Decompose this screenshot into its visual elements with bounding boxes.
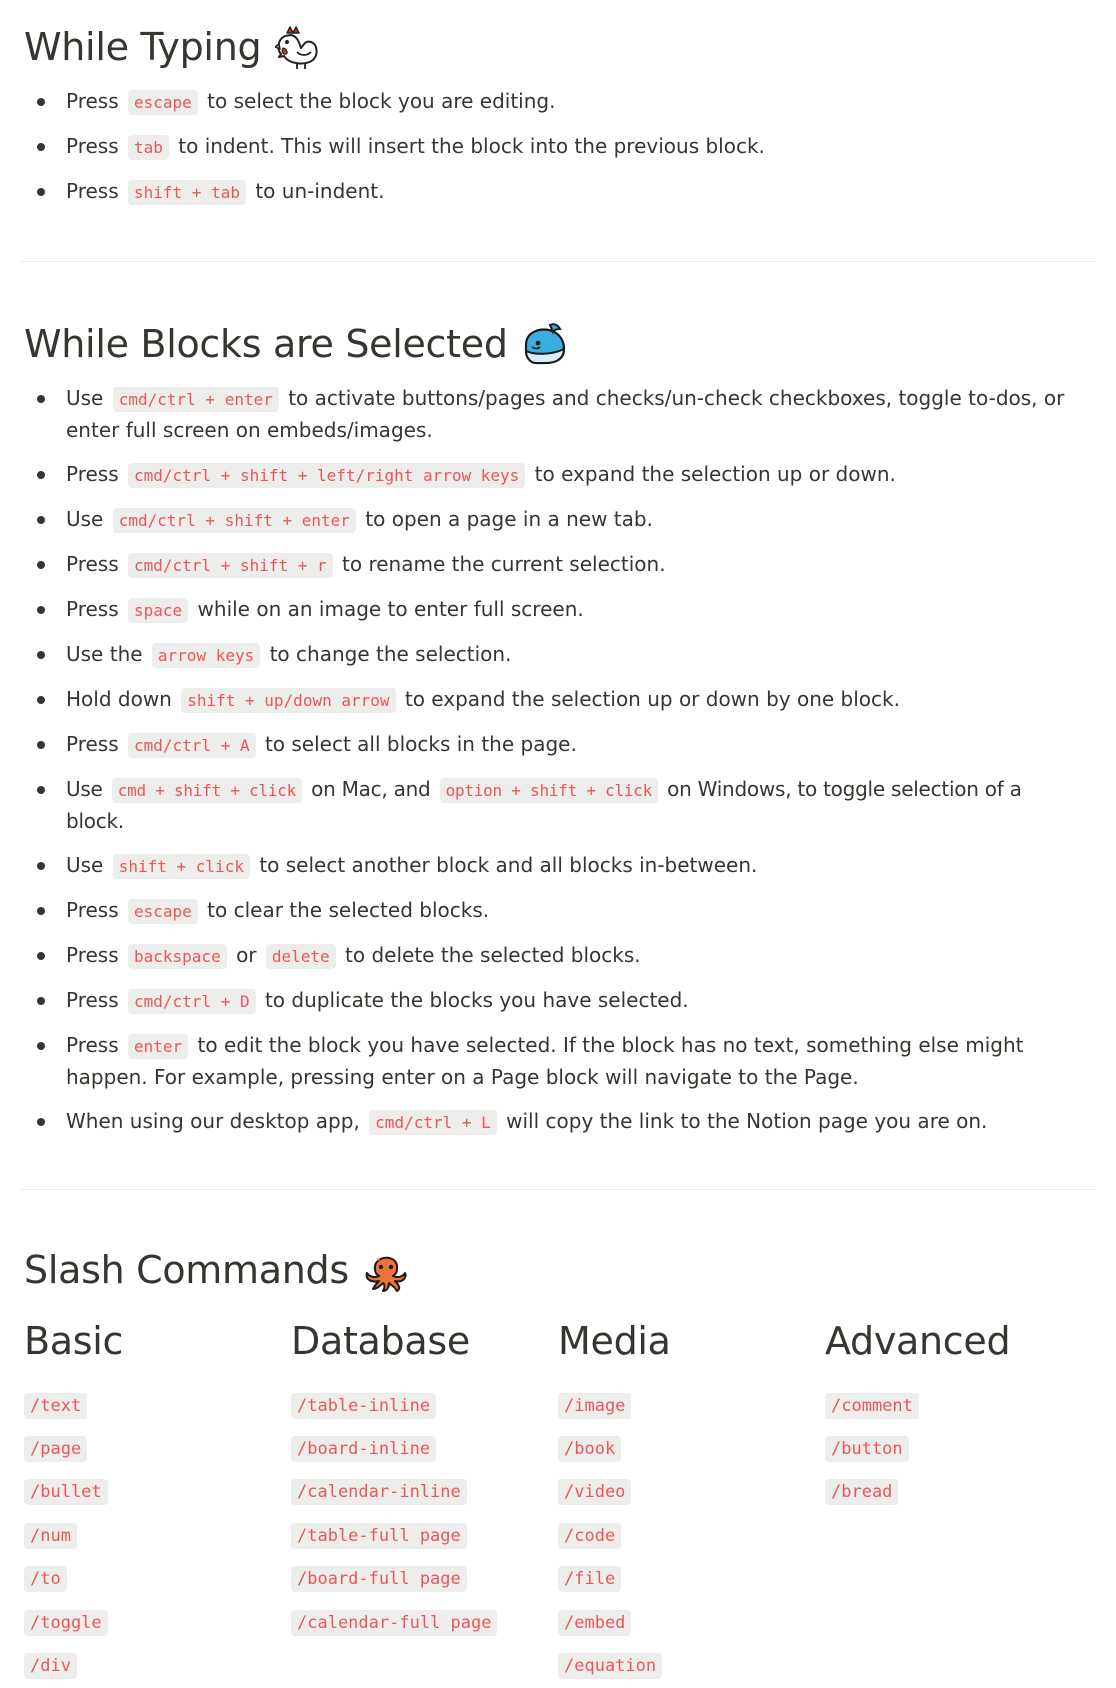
list-item bbox=[291, 1514, 558, 1557]
list-item bbox=[24, 1644, 291, 1687]
list-item bbox=[24, 1384, 291, 1427]
shortcut-code: shift + tab bbox=[128, 180, 246, 205]
list-item: Use shift + click to select another block and all blocks in-between. bbox=[24, 850, 1092, 882]
list-item bbox=[291, 1427, 558, 1470]
list-item: Press cmd/ctrl + A to select all blocks in the page. bbox=[24, 729, 1092, 761]
list-item bbox=[558, 1471, 825, 1514]
slash-command: /div bbox=[24, 1653, 77, 1679]
shortcut-code: enter bbox=[128, 1034, 188, 1059]
shortcut-code: shift + click bbox=[113, 854, 250, 879]
list-item: Hold down shift + up/down arrow to expand the selection up or down by one block. bbox=[24, 684, 1092, 716]
list-item bbox=[24, 1558, 291, 1601]
slash-command: /code bbox=[558, 1523, 621, 1549]
list-item: Press escape to select the block you are editing. bbox=[24, 86, 1092, 118]
list-item bbox=[24, 1601, 291, 1644]
slash-command: /table-inline bbox=[291, 1393, 436, 1419]
list-item bbox=[558, 1427, 825, 1470]
column-basic bbox=[24, 1317, 291, 1688]
column-heading: Basic bbox=[24, 1319, 124, 1363]
heading-slash-commands: Slash Commands bbox=[24, 1243, 1092, 1297]
list-item: When using our desktop app, cmd/ctrl + L will copy the link to the Notion page you are on. bbox=[24, 1106, 1092, 1138]
heading-while-typing: While Typing bbox=[24, 20, 1092, 74]
typing-shortcut-list bbox=[24, 86, 1092, 208]
slash-command: /button bbox=[825, 1436, 909, 1462]
chicken-icon bbox=[275, 24, 321, 70]
list-item bbox=[291, 1471, 558, 1514]
shortcut-code: cmd + shift + click bbox=[112, 778, 302, 803]
shortcut-code: cmd/ctrl + shift + enter bbox=[113, 508, 356, 533]
column-database bbox=[291, 1317, 558, 1688]
list-item bbox=[558, 1384, 825, 1427]
slash-command: /embed bbox=[558, 1610, 631, 1636]
list-item bbox=[24, 1427, 291, 1470]
heading-while-blocks-selected: While Blocks are Selected bbox=[24, 317, 1092, 371]
shortcut-code: delete bbox=[266, 944, 336, 969]
list-item bbox=[825, 1471, 1092, 1514]
column-heading: Advanced bbox=[825, 1319, 1011, 1363]
shortcut-code: cmd/ctrl + shift + r bbox=[128, 553, 333, 578]
list-item bbox=[558, 1601, 825, 1644]
list-item bbox=[825, 1427, 1092, 1470]
slash-command: /page bbox=[24, 1436, 87, 1462]
shortcut-code: tab bbox=[128, 135, 169, 160]
slash-command: /num bbox=[24, 1523, 77, 1549]
list-item: Press escape to clear the selected blocks. bbox=[24, 895, 1092, 927]
slash-command: /image bbox=[558, 1393, 631, 1419]
list-item: Press cmd/ctrl + shift + left/right arrow keys to expand the selection up or down. bbox=[24, 459, 1092, 491]
list-item: Use cmd/ctrl + enter to activate buttons/pages and checks/un-check checkboxes, toggle to-dos, or enter full screen on embeds/images. bbox=[24, 383, 1092, 446]
shortcut-code: arrow keys bbox=[152, 643, 260, 668]
list-item bbox=[825, 1384, 1092, 1427]
list-item: Use cmd + shift + click on Mac, and option + shift + click on Windows, to toggle selection of a block. bbox=[24, 774, 1092, 837]
shortcut-code: backspace bbox=[128, 944, 227, 969]
shortcut-code: escape bbox=[128, 899, 198, 924]
shortcut-code: cmd/ctrl + L bbox=[369, 1110, 497, 1135]
list-item: Press backspace or delete to delete the selected blocks. bbox=[24, 940, 1092, 972]
shortcut-code: cmd/ctrl + A bbox=[128, 733, 256, 758]
shortcut-code: space bbox=[128, 598, 188, 623]
slash-command: /table-full page bbox=[291, 1523, 467, 1549]
slash-command: /board-full page bbox=[291, 1566, 467, 1592]
whale-icon bbox=[522, 321, 568, 367]
shortcut-code: cmd/ctrl + enter bbox=[113, 387, 279, 412]
command-list bbox=[558, 1384, 825, 1688]
list-item bbox=[558, 1644, 825, 1687]
list-item: Press cmd/ctrl + D to duplicate the blocks you have selected. bbox=[24, 985, 1092, 1017]
slash-command: /text bbox=[24, 1393, 87, 1419]
slash-command: /book bbox=[558, 1436, 621, 1462]
command-list bbox=[291, 1384, 558, 1644]
column-media bbox=[558, 1317, 825, 1688]
slash-command: /bullet bbox=[24, 1479, 108, 1505]
slash-command: /calendar-inline bbox=[291, 1479, 467, 1505]
list-item bbox=[291, 1384, 558, 1427]
list-item: Press cmd/ctrl + shift + r to rename the current selection. bbox=[24, 549, 1092, 581]
list-item: Press space while on an image to enter full screen. bbox=[24, 594, 1092, 626]
list-item: Use the arrow keys to change the selection. bbox=[24, 639, 1092, 671]
list-item bbox=[24, 1471, 291, 1514]
slash-command: /bread bbox=[825, 1479, 898, 1505]
list-item bbox=[558, 1558, 825, 1601]
octopus-icon bbox=[363, 1247, 409, 1293]
slash-command: /to bbox=[24, 1566, 67, 1592]
slash-command: /comment bbox=[825, 1393, 919, 1419]
slash-command: /equation bbox=[558, 1653, 662, 1679]
list-item: Press enter to edit the block you have selected. If the block has no text, something else might happen. For example, pressing enter on a Page block will navigate to the Page. bbox=[24, 1030, 1092, 1093]
slash-command: /toggle bbox=[24, 1610, 108, 1636]
selected-shortcut-list bbox=[24, 383, 1092, 1138]
slash-command: /video bbox=[558, 1479, 631, 1505]
slash-command: /file bbox=[558, 1566, 621, 1592]
list-item bbox=[291, 1558, 558, 1601]
column-heading: Media bbox=[558, 1319, 671, 1363]
list-item bbox=[24, 1514, 291, 1557]
shortcut-code: cmd/ctrl + D bbox=[128, 989, 256, 1014]
slash-command: /board-inline bbox=[291, 1436, 436, 1462]
shortcut-code: option + shift + click bbox=[440, 778, 658, 803]
command-list bbox=[24, 1384, 291, 1688]
shortcut-code: shift + up/down arrow bbox=[181, 688, 395, 713]
command-list bbox=[825, 1384, 1092, 1514]
shortcut-code: cmd/ctrl + shift + left/right arrow keys bbox=[128, 463, 525, 488]
list-item bbox=[558, 1514, 825, 1557]
column-advanced bbox=[825, 1317, 1092, 1688]
list-item: Use cmd/ctrl + shift + enter to open a page in a new tab. bbox=[24, 504, 1092, 536]
slash-command: /calendar-full page bbox=[291, 1610, 497, 1636]
slash-command-columns bbox=[24, 1317, 1092, 1688]
shortcut-code: escape bbox=[128, 90, 198, 115]
list-item: Press shift + tab to un-indent. bbox=[24, 176, 1092, 208]
list-item bbox=[291, 1601, 558, 1644]
list-item: Press tab to indent. This will insert the block into the previous block. bbox=[24, 131, 1092, 163]
column-heading: Database bbox=[291, 1319, 470, 1363]
